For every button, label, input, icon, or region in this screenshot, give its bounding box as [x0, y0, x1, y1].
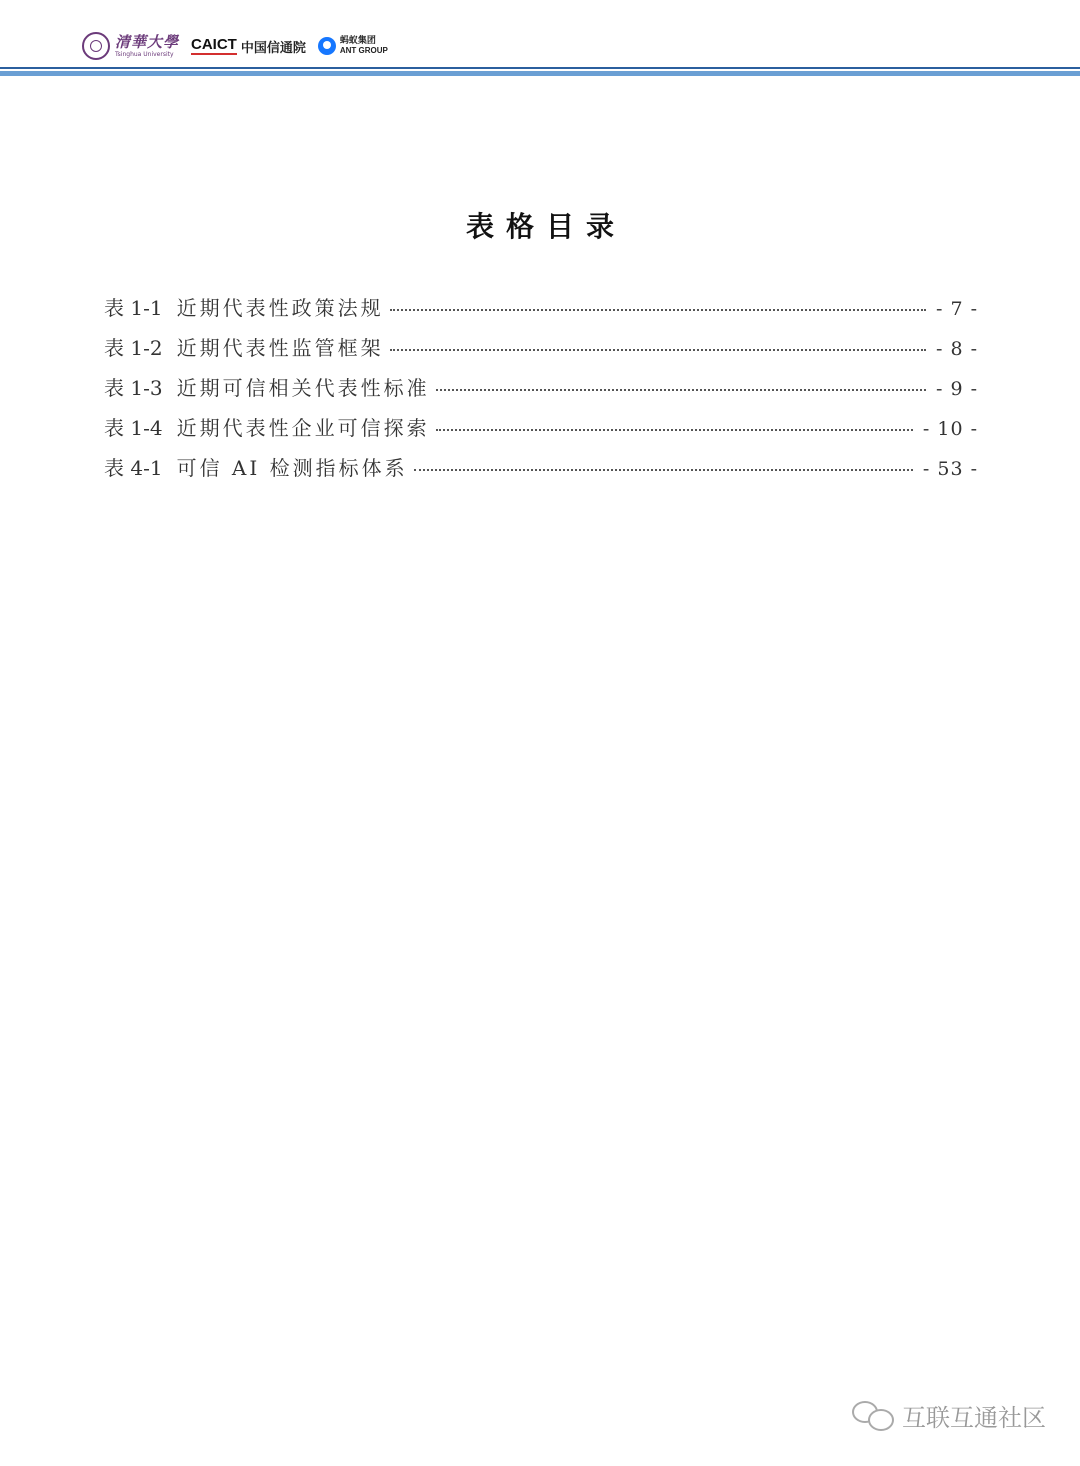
caict-logo: [191, 37, 306, 56]
tsinghua-logo: [115, 32, 180, 58]
toc-entry-page: - 8 -: [935, 338, 978, 360]
toc-entry-number: 表 1-3: [104, 376, 163, 400]
ant-logo-en: ANT GROUP: [339, 46, 388, 55]
toc-entry-page: - 53 -: [922, 458, 978, 480]
tsinghua-seal-icon: [82, 32, 110, 60]
toc-leader-dots: [436, 389, 926, 391]
ant-logo-cn: 蚂蚁集团: [339, 36, 376, 46]
toc-leader-dots: [414, 469, 913, 471]
toc-entry-title: 可信 AI 检测指标体系: [176, 456, 408, 480]
toc-entry-page: - 10 -: [922, 418, 978, 440]
toc-entry-title: 近期代表性监管框架: [176, 336, 384, 360]
tsinghua-logo-en: Tsinghua University: [115, 50, 174, 58]
toc-leader-dots: [390, 349, 926, 351]
tsinghua-logo-cn: 清華大學: [115, 32, 180, 51]
toc-entry-number: 表 1-1: [104, 296, 163, 320]
caict-logo-cn: 中国信通院: [240, 40, 306, 56]
ant-group-icon: [318, 37, 336, 55]
toc-entry-title: 近期代表性政策法规: [176, 296, 384, 320]
page-header: [0, 0, 1080, 80]
toc-entry-number: 表 1-2: [104, 336, 163, 360]
header-rule-thin: [0, 67, 1080, 69]
toc-entry-page: - 7 -: [935, 298, 978, 320]
watermark-text: 互联互通社区: [902, 1404, 1046, 1432]
toc-entry-3[interactable]: [104, 372, 978, 412]
watermark: [852, 1398, 1046, 1433]
header-rule-thick: [0, 71, 1080, 76]
toc-leader-dots: [436, 429, 913, 431]
toc-entry-4[interactable]: [104, 412, 978, 452]
toc-entry-1[interactable]: [104, 292, 978, 332]
toc-entry-number: 表 4-1: [104, 456, 163, 480]
wechat-icon: [852, 1399, 896, 1433]
toc-entry-2[interactable]: [104, 332, 978, 372]
toc-entry-page: - 9 -: [935, 378, 978, 400]
toc-entry-title: 近期可信相关代表性标准: [176, 376, 430, 400]
page-title: 表格目录: [465, 210, 626, 243]
toc-entry-number: 表 1-4: [104, 416, 163, 440]
toc-entry-title: 近期代表性企业可信探索: [176, 416, 430, 440]
toc-leader-dots: [390, 309, 926, 311]
logo-bar: [82, 30, 388, 62]
ant-group-logo: [318, 37, 388, 55]
caict-logo-abbr: CAICT: [191, 36, 237, 53]
table-of-contents: [104, 292, 978, 492]
toc-entry-5[interactable]: [104, 452, 978, 492]
